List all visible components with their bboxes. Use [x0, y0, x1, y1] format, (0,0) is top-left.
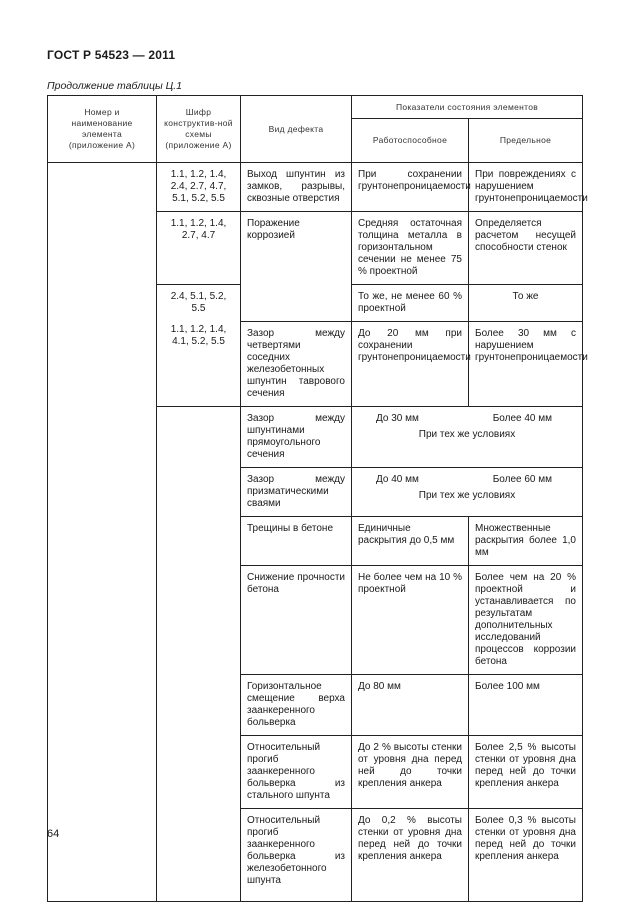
cipher-cell: 1.1, 1.2, 1.4, 2.7, 4.7 [157, 212, 241, 285]
workable-cell: Единичные раскрытия до 0,5 мм [352, 517, 469, 566]
condition-note: При тех же условиях [418, 490, 516, 501]
workable-value: До 30 мм [376, 413, 419, 424]
workable-value: До 40 мм [376, 474, 419, 485]
workable-cell: Средняя остаточная толщина металла в горизонтальном сечении не менее 75 % проектной [352, 212, 469, 285]
workable-cell: До 2 % высоты стенки от уровня дна перед ней до точки крепления анкера [352, 736, 469, 809]
page-number: 64 [47, 828, 60, 840]
limit-cell: То же [469, 285, 583, 322]
defects-table [47, 95, 588, 902]
limit-cell: Более 2,5 % высоты стенки от уровня дна перед ней до точки крепления анкера [469, 736, 583, 809]
defect-cell: Поражение коррозией [241, 212, 352, 322]
header-element-number: Номер и наименование элемента (приложение А) [48, 96, 157, 163]
defect-cell: Трещины в бетоне [241, 517, 352, 566]
header-limit: Предельное [469, 119, 583, 163]
limit-cell: Более 100 мм [469, 675, 583, 736]
element-number-cell [48, 163, 157, 902]
header-workable: Работоспособное [352, 119, 469, 163]
workable-cell: Не более чем на 10 % проектной [352, 566, 469, 675]
defect-cell: Горизонтальное смещение верха заанкеренного больверка [241, 675, 352, 736]
values-cell [352, 407, 583, 468]
defect-cell: Зазор между четвертями соседних железобетонных шпунтин таврового сечения [241, 322, 352, 407]
defect-cell: Относительный прогиб заанкеренного больверка из стального шпунта [241, 736, 352, 809]
defect-cell: Зазор между шпунтинами прямоугольного сечения [241, 407, 352, 468]
workable-cell: При сохранении грунтонепроницаемости [352, 163, 469, 212]
limit-value: Более 40 мм [492, 413, 552, 424]
header-defect-type: Вид дефекта [241, 96, 352, 163]
limit-cell: Более 30 мм с нарушением грунтонепроницаемости [469, 322, 583, 407]
limit-value: Более 60 мм [492, 474, 552, 485]
limit-cell: Более чем на 20 % проектной и устанавливается по результатам дополнительных исследований процессов коррозии бетона [469, 566, 583, 675]
header-cipher: Шифр конструктив-ной схемы (приложение А) [157, 96, 241, 163]
values-cell [352, 468, 583, 517]
table-header-row [48, 96, 583, 119]
limit-cell: Определяется расчетом несущей способности стенок [469, 212, 583, 285]
cipher-value-a: 2.4, 5.1, 5.2, 5.5 [170, 291, 227, 314]
workable-cell: До 0,2 % высоты стенки от уровня дна перед ней до точки крепления анкера [352, 809, 469, 902]
table-continuation-caption: Продолжение таблицы Ц.1 [47, 80, 183, 92]
cipher-cell [157, 407, 241, 902]
cipher-cell: 1.1, 1.2, 1.4, 2.4, 2.7, 4.7, 5.1, 5.2, 5.5 [157, 163, 241, 212]
document-code: ГОСТ Р 54523 — 2011 [47, 48, 176, 62]
defect-cell: Зазор между призматическими сваями [241, 468, 352, 517]
limit-cell: Множественные раскрытия более 1,0 мм [469, 517, 583, 566]
limit-cell: При повреждениях с нарушением грунтонепроницаемости [469, 163, 583, 212]
table-row [48, 163, 583, 212]
condition-note: При тех же условиях [418, 429, 516, 440]
workable-cell: До 80 мм [352, 675, 469, 736]
workable-cell: До 20 мм при сохранении грунтонепроницаемости [352, 322, 469, 407]
workable-cell: То же, не менее 60 % проектной [352, 285, 469, 322]
cipher-cell [157, 285, 241, 407]
cipher-value-b: 1.1, 1.2, 1.4, 4.1, 5.2, 5.5 [170, 324, 227, 347]
header-state-indicators: Показатели состояния элементов [352, 96, 583, 119]
defect-cell: Относительный прогиб заанкеренного больверка из железобетонного шпунта [241, 809, 352, 902]
defect-cell: Выход шпунтин из замков, разрывы, сквозные отверстия [241, 163, 352, 212]
defect-cell: Снижение прочности бетона [241, 566, 352, 675]
limit-cell: Более 0,3 % высоты стенки от уровня дна перед ней до точки крепления анкера [469, 809, 583, 902]
